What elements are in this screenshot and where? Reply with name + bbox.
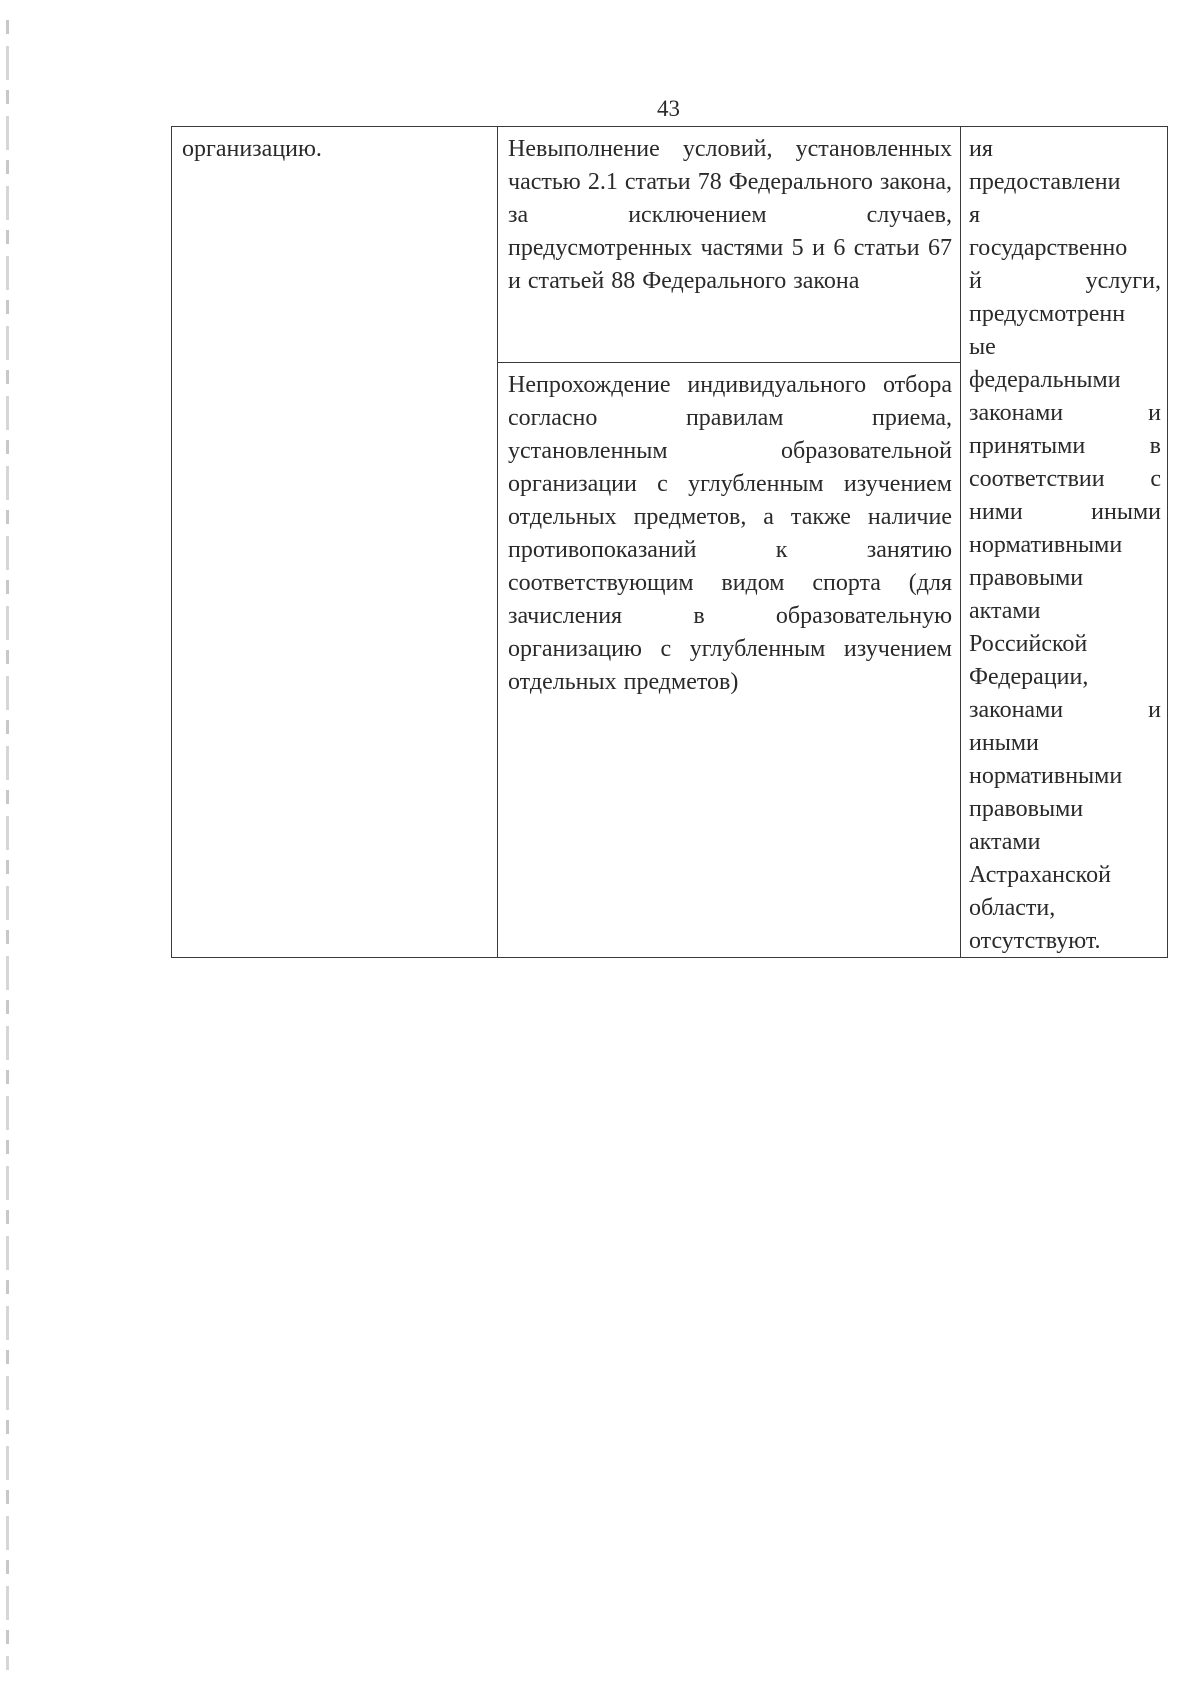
column-3-line: Астраханской bbox=[969, 862, 1111, 888]
refusal-reason-cell bbox=[498, 127, 960, 363]
column-3-line: ними иными bbox=[969, 499, 1161, 525]
column-3-line: ые bbox=[969, 334, 996, 360]
refusal-reason-text: Невыполнение условий, установленных частью 2.1 статьи 78 Федерального закона, за исключением случаев, предусмотренных частями 5 и 6 статьи 67 и статьей 88 Федерального закона bbox=[508, 136, 952, 294]
column-3-line: Российской bbox=[969, 631, 1088, 657]
column-3-line: иными bbox=[969, 730, 1039, 756]
column-3-line: федеральными bbox=[969, 367, 1121, 393]
column-3-line: законами и bbox=[969, 400, 1161, 426]
column-3-line: предоставлени bbox=[969, 169, 1121, 195]
column-3-line: предусмотренн bbox=[969, 301, 1126, 327]
column-3-line: нормативными bbox=[969, 763, 1123, 789]
column-3-line: нормативными bbox=[969, 532, 1123, 558]
table-column-3 bbox=[961, 127, 1167, 957]
table-column-2 bbox=[498, 127, 961, 957]
column-3-line: правовыми bbox=[969, 565, 1084, 591]
column-3-line: соответствии с bbox=[969, 466, 1161, 492]
refusal-reason-text: Непрохождение индивидуального отбора согласно правилам приема, установленным образовательной организации с углубленным изучением отдельных предметов, а также наличие противопоказаний к занятию соответствующим видом спорта (для зачисления в образовательную организацию с углубленным изучением отдельных предметов) bbox=[508, 372, 952, 695]
column-3-line: ия bbox=[969, 136, 993, 162]
column-3-line: области, bbox=[969, 895, 1056, 921]
column-3-line: правовыми bbox=[969, 796, 1084, 822]
scan-edge-artifact bbox=[6, 20, 9, 1670]
column-3-line: й услуги, bbox=[969, 268, 1161, 294]
column-3-line: отсутствуют. bbox=[969, 928, 1101, 954]
column-3-line: актами bbox=[969, 598, 1041, 624]
table-column-1 bbox=[172, 127, 498, 957]
column-3-line: актами bbox=[969, 829, 1041, 855]
column-3-line: Федерации, bbox=[969, 664, 1089, 690]
column-3-line: принятыми в bbox=[969, 433, 1161, 459]
page-number: 43 bbox=[657, 96, 680, 121]
column-3-text bbox=[969, 133, 1161, 958]
column-3-line: законами и bbox=[969, 697, 1161, 723]
column-1-text: организацию. bbox=[182, 136, 322, 162]
document-table bbox=[171, 126, 1168, 958]
column-3-line: государственно bbox=[969, 235, 1128, 261]
column-3-line: я bbox=[969, 202, 981, 228]
refusal-reason-cell bbox=[498, 363, 960, 957]
